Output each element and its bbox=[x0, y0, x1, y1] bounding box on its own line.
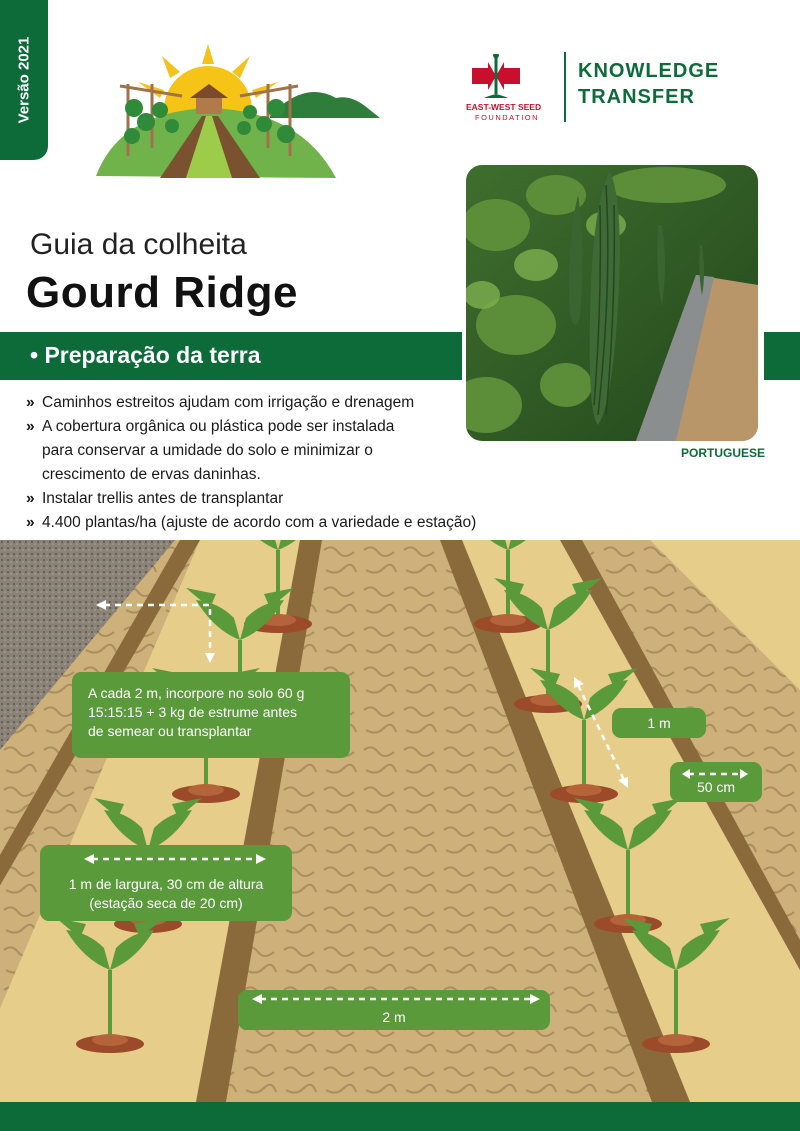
bullet-text: para conservar a umidade do solo e minimizar o bbox=[42, 442, 373, 459]
program-title-line2: TRANSFER bbox=[578, 86, 695, 108]
page-title: Gourd Ridge bbox=[26, 268, 298, 317]
footer-bar bbox=[0, 1102, 800, 1131]
bed-spacing-label: 2 m bbox=[238, 990, 550, 1030]
bullet-marker: » bbox=[26, 514, 35, 531]
bullet-list bbox=[26, 391, 566, 535]
guide-subtitle: Guia da colheita bbox=[30, 228, 247, 261]
version-label: Versão 2021 bbox=[15, 36, 33, 124]
fertilizer-line: A cada 2 m, incorpore no solo 60 g bbox=[88, 685, 305, 701]
language-label: PORTUGUESE bbox=[681, 446, 766, 460]
bullet-text: Instalar trellis antes de transplantar bbox=[42, 490, 284, 507]
bullet-marker: » bbox=[26, 490, 35, 507]
path-width-label: 50 cm bbox=[670, 762, 762, 802]
section-header-accent bbox=[764, 332, 800, 380]
bed-size-note bbox=[40, 845, 292, 921]
section-header bbox=[0, 332, 462, 380]
brand-name: EAST-WEST SEED bbox=[466, 102, 542, 112]
list-item bbox=[26, 487, 566, 511]
list-item bbox=[26, 415, 566, 487]
fertilizer-line: 15:15:15 + 3 kg de estrume antes bbox=[88, 704, 297, 720]
bullet-text: crescimento de ervas daninhas. bbox=[42, 466, 261, 483]
version-tab bbox=[0, 0, 48, 160]
list-item bbox=[26, 391, 566, 415]
bullet-marker: » bbox=[26, 394, 35, 411]
bullet-text: Caminhos estreitos ajudam com irrigação e drenagem bbox=[42, 394, 415, 411]
bullet-text: 4.400 plantas/ha (ajuste de acordo com a variedade e estação) bbox=[42, 514, 477, 531]
brand-logo bbox=[466, 52, 766, 124]
section-title: • Preparação da terra bbox=[30, 342, 261, 368]
bed-size-line: (estação seca de 20 cm) bbox=[89, 895, 243, 911]
list-item bbox=[26, 511, 566, 535]
bullet-text: A cobertura orgânica ou plástica pode ser instalada bbox=[42, 418, 395, 435]
bed-size-line: 1 m de largura, 30 cm de altura bbox=[68, 876, 264, 892]
fertilizer-line: de semear ou transplantar bbox=[88, 723, 252, 739]
bullet-marker: » bbox=[26, 418, 35, 435]
farm-illustration-icon bbox=[90, 38, 390, 188]
brand-foundation: FOUNDATION bbox=[475, 113, 540, 122]
brand-divider bbox=[564, 52, 566, 122]
east-west-seed-logo-icon bbox=[470, 54, 522, 98]
program-title-line1: KNOWLEDGE bbox=[578, 60, 720, 82]
fertilizer-note bbox=[72, 672, 350, 758]
plant-spacing-label: 1 m bbox=[612, 708, 706, 738]
